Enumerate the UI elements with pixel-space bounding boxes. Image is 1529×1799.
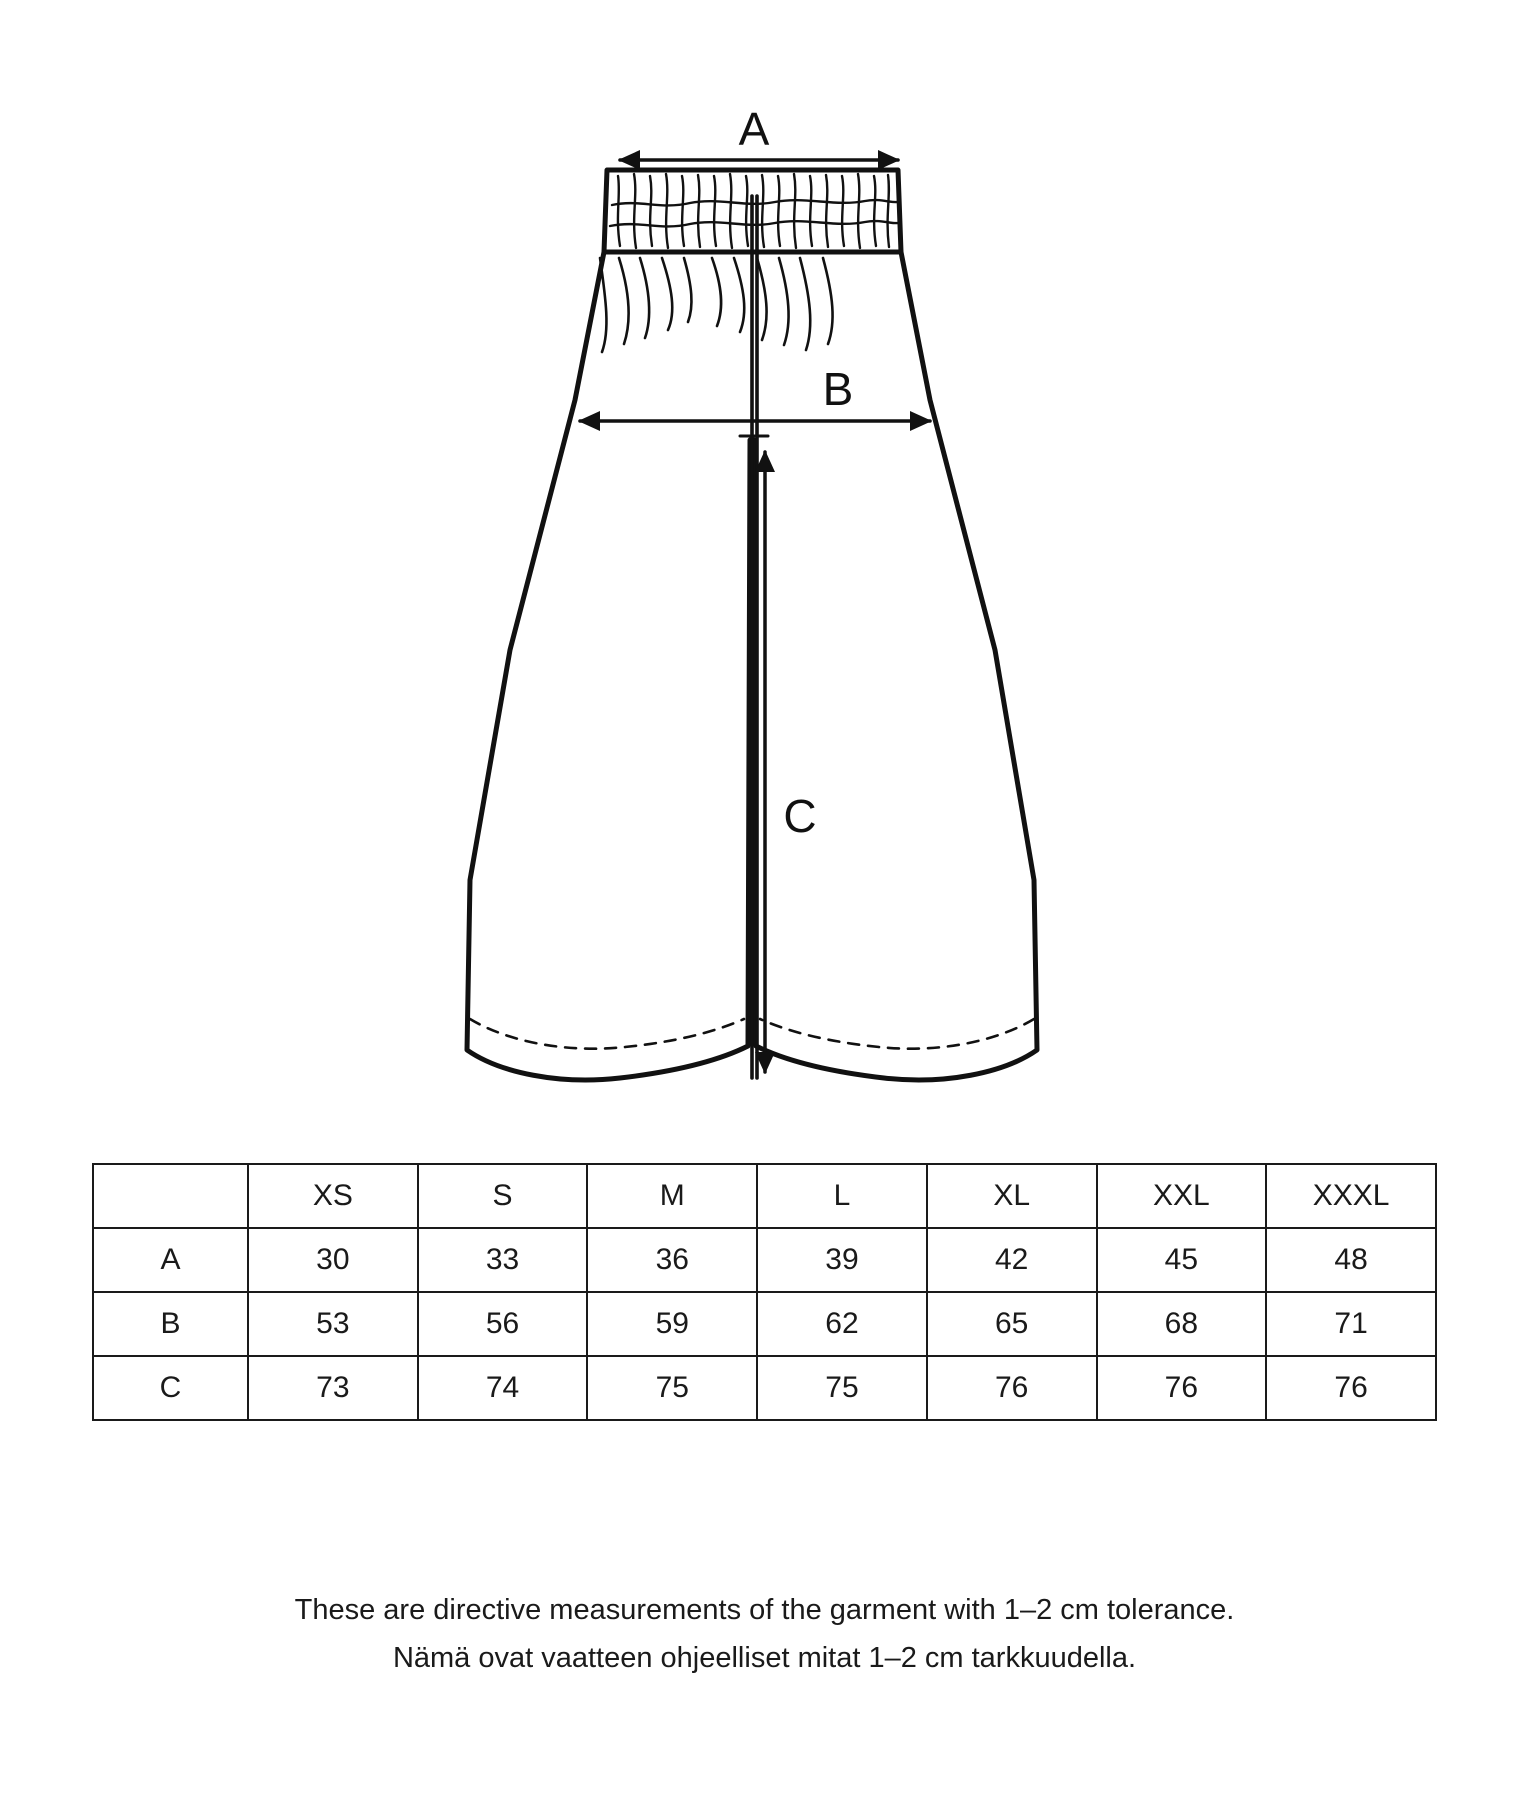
cell-b-l: 62 (757, 1292, 927, 1356)
cell-c-m: 75 (587, 1356, 757, 1420)
cell-c-xl: 76 (927, 1356, 1097, 1420)
dimension-label-a: A (738, 103, 770, 155)
cell-c-xs: 73 (248, 1356, 418, 1420)
cell-c-l: 75 (757, 1356, 927, 1420)
table-header-xs: XS (248, 1164, 418, 1228)
right-leg-outline (754, 252, 1037, 1080)
row-label-c: C (93, 1356, 248, 1420)
table-row (93, 1356, 1436, 1420)
table-header-l: L (757, 1164, 927, 1228)
table-corner-cell (93, 1164, 248, 1228)
cell-a-xxl: 45 (1097, 1228, 1267, 1292)
table-header-xl: XL (927, 1164, 1097, 1228)
note-english: These are directive measurements of the garment with 1–2 cm tolerance. (294, 1594, 1235, 1626)
dimension-label-c: C (783, 790, 817, 842)
table-header-xxxl: XXXL (1266, 1164, 1436, 1228)
left-leg-outline (467, 252, 750, 1080)
waistband-gathers (610, 174, 898, 248)
cell-b-xxxl: 71 (1266, 1292, 1436, 1356)
cell-c-xxl: 76 (1097, 1356, 1267, 1420)
cell-c-xxxl: 76 (1266, 1356, 1436, 1420)
dimension-label-b: B (822, 363, 854, 415)
cell-b-m: 59 (587, 1292, 757, 1356)
cell-a-s: 33 (418, 1228, 588, 1292)
row-label-b: B (93, 1292, 248, 1356)
table-header-row (93, 1164, 1436, 1228)
table-row (93, 1292, 1436, 1356)
fabric-drape-lines (600, 258, 833, 352)
note-finnish: Nämä ovat vaatteen ohjeelliset mitat 1–2 cm tarkkuudella. (392, 1642, 1137, 1675)
table-row (93, 1228, 1436, 1292)
cell-a-xxxl: 48 (1266, 1228, 1436, 1292)
table-header-m: M (587, 1164, 757, 1228)
cell-b-xs: 53 (248, 1292, 418, 1356)
cell-a-xl: 42 (927, 1228, 1097, 1292)
cell-a-xs: 30 (248, 1228, 418, 1292)
cell-b-s: 56 (418, 1292, 588, 1356)
measurement-notes (0, 1590, 1529, 1686)
cell-b-xl: 65 (927, 1292, 1097, 1356)
size-chart-table (92, 1163, 1437, 1421)
size-chart-table-wrapper (92, 1163, 1437, 1421)
cell-a-l: 39 (757, 1228, 927, 1292)
cell-a-m: 36 (587, 1228, 757, 1292)
dimension-arrow-b (578, 411, 932, 431)
cell-b-xxl: 68 (1097, 1292, 1267, 1356)
table-header-s: S (418, 1164, 588, 1228)
cell-c-s: 74 (418, 1356, 588, 1420)
row-label-a: A (93, 1228, 248, 1292)
table-header-xxl: XXL (1097, 1164, 1267, 1228)
